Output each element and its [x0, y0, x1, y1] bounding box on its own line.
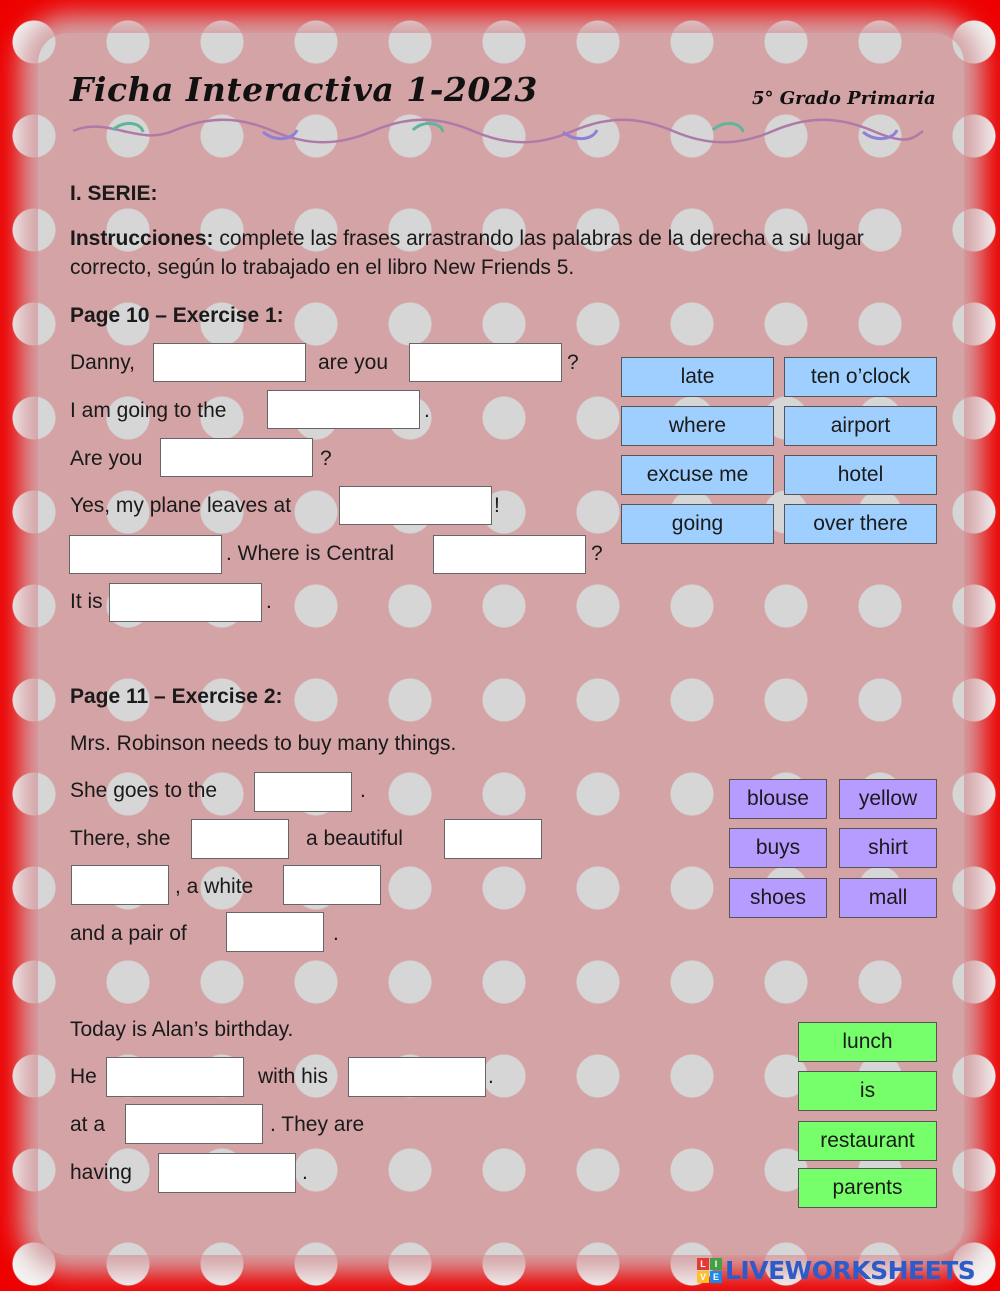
- ex1-text: . Where is Central: [226, 542, 395, 565]
- ex1-text: It is: [70, 590, 103, 613]
- worksheet-title: Ficha Interactiva 1-2023: [70, 70, 538, 109]
- ex2-blank-2[interactable]: [191, 819, 289, 859]
- ex1-blank-6[interactable]: [69, 535, 222, 574]
- ex3-blank-2[interactable]: [348, 1057, 486, 1097]
- word-chip[interactable]: yellow: [839, 779, 937, 819]
- ex1-text: I am going to the: [70, 399, 227, 422]
- exercise1-heading: Page 10 – Exercise 1:: [70, 304, 284, 327]
- word-chip[interactable]: late: [621, 357, 774, 397]
- word-chip[interactable]: blouse: [729, 779, 827, 819]
- ex3-blank-3[interactable]: [125, 1104, 263, 1144]
- word-chip[interactable]: hotel: [784, 455, 937, 495]
- logo-text: LIVEWORKSHEETS: [725, 1255, 976, 1285]
- word-chip[interactable]: parents: [798, 1168, 937, 1208]
- ex1-text: .: [424, 399, 430, 422]
- ex2-text: , a white: [175, 875, 254, 898]
- ex2-text: .: [333, 922, 339, 945]
- ex1-text: Yes, my plane leaves at: [70, 494, 292, 517]
- instructions: [70, 224, 940, 282]
- ex1-blank-8[interactable]: [109, 583, 262, 622]
- section-heading: I. SERIE:: [70, 182, 158, 205]
- ex2-blank-6[interactable]: [226, 912, 324, 952]
- ex1-blank-4[interactable]: [160, 438, 313, 477]
- ex3-text: having: [70, 1161, 132, 1184]
- word-chip[interactable]: where: [621, 406, 774, 446]
- word-chip[interactable]: is: [798, 1071, 937, 1111]
- ornament-divider: [68, 118, 928, 144]
- ex1-text: ?: [567, 351, 579, 374]
- ex1-text: Danny,: [70, 351, 135, 374]
- ex2-blank-5[interactable]: [283, 865, 381, 905]
- ex3-text: with his: [258, 1065, 329, 1088]
- ex2-blank-3[interactable]: [444, 819, 542, 859]
- word-chip[interactable]: lunch: [798, 1022, 937, 1062]
- word-chip[interactable]: over there: [784, 504, 937, 544]
- ex3-text: . They are: [270, 1113, 365, 1136]
- ex1-text: ?: [591, 542, 603, 565]
- ex3-blank-1[interactable]: [106, 1057, 244, 1097]
- exercise3-intro: Today is Alan’s birthday.: [70, 1018, 294, 1041]
- word-chip[interactable]: airport: [784, 406, 937, 446]
- ex1-blank-7[interactable]: [433, 535, 586, 574]
- ex2-text: and a pair of: [70, 922, 187, 945]
- ex2-text: There, she: [70, 827, 171, 850]
- ex1-text: are you: [318, 351, 389, 374]
- ex2-text: .: [360, 779, 366, 802]
- ex1-text: ?: [320, 447, 332, 470]
- word-chip[interactable]: ten o’clock: [784, 357, 937, 397]
- word-chip[interactable]: going: [621, 504, 774, 544]
- word-chip[interactable]: excuse me: [621, 455, 774, 495]
- word-chip[interactable]: restaurant: [798, 1121, 937, 1161]
- word-chip[interactable]: mall: [839, 878, 937, 918]
- ex1-text: .: [266, 590, 272, 613]
- ex1-text: Are you: [70, 447, 143, 470]
- exercise2-heading: Page 11 – Exercise 2:: [70, 685, 283, 708]
- ex1-blank-2[interactable]: [409, 343, 562, 382]
- liveworksheets-logo[interactable]: [697, 1256, 975, 1284]
- ex3-blank-4[interactable]: [158, 1153, 296, 1193]
- instructions-text: complete las frases arrastrando las palabras de la derecha a su lugar correcto, según lo trabajado en el libro New Friends 5.: [70, 227, 864, 279]
- ex2-text: a beautiful: [306, 827, 403, 850]
- ex1-blank-1[interactable]: [153, 343, 306, 382]
- word-chip[interactable]: shirt: [839, 828, 937, 868]
- ex3-text: at a: [70, 1113, 106, 1136]
- exercise2-intro: Mrs. Robinson needs to buy many things.: [70, 732, 457, 755]
- ex2-blank-4[interactable]: [71, 865, 169, 905]
- ex1-text: !: [494, 494, 500, 517]
- word-chip[interactable]: shoes: [729, 878, 827, 918]
- grade-label: 5° Grado Primaria: [752, 88, 936, 109]
- ex2-text: She goes to the: [70, 779, 218, 802]
- word-chip[interactable]: buys: [729, 828, 827, 868]
- logo-mark-icon: L I V E: [697, 1258, 722, 1283]
- ex3-text: .: [488, 1065, 494, 1088]
- instructions-label: Instrucciones:: [70, 227, 214, 250]
- ex3-text: He: [70, 1065, 97, 1088]
- ex3-text: .: [302, 1161, 308, 1184]
- ex1-blank-3[interactable]: [267, 390, 420, 429]
- ex1-blank-5[interactable]: [339, 486, 492, 525]
- ex2-blank-1[interactable]: [254, 772, 352, 812]
